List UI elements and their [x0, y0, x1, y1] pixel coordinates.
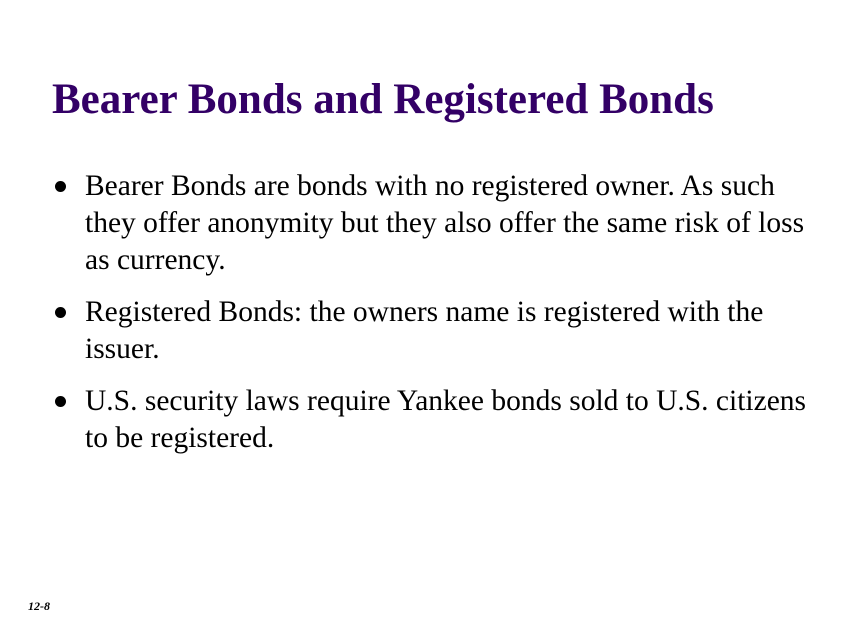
bullet-item-registered-bonds: [52, 294, 812, 368]
bullet-list: [52, 168, 812, 472]
bullet-text: Bearer Bonds are bonds with no registered owner. As such they offer anonymity but they also offer the same risk of loss as currency.: [85, 170, 805, 276]
bullet-dot-icon: [55, 307, 66, 318]
bullet-item-bearer-bonds: [52, 168, 812, 279]
bullet-text: Registered Bonds: the owners name is registered with the issuer.: [85, 296, 764, 365]
slide-title: Bearer Bonds and Registered Bonds: [52, 76, 714, 123]
bullet-dot-icon: [55, 181, 66, 192]
bullet-text: U.S. security laws require Yankee bonds sold to U.S. citizens to be registered.: [85, 385, 807, 454]
bullet-item-security-laws: [52, 383, 812, 457]
bullet-dot-icon: [55, 396, 66, 407]
slide-number: 12-8: [28, 599, 50, 613]
